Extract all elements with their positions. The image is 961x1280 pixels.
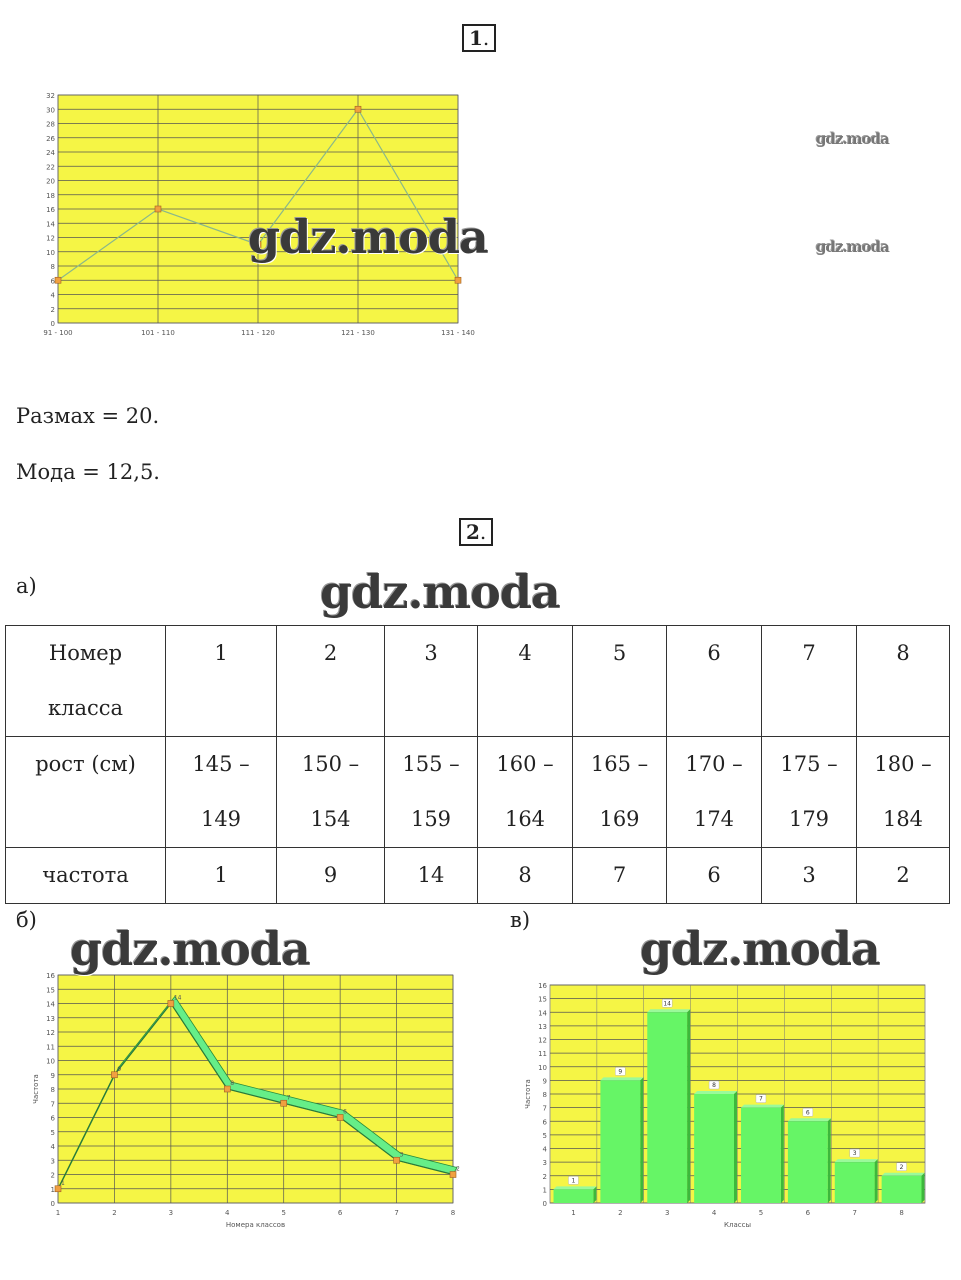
y-tick-label: 6 — [50, 277, 55, 286]
y-tick-label: 26 — [46, 134, 55, 143]
y-tick-label: 8 — [50, 263, 55, 271]
data-label: 7 — [286, 1094, 291, 1102]
y-axis-label: Частота — [32, 1074, 40, 1104]
table-row-height — [6, 737, 950, 848]
y-tick-label: 2 — [50, 1171, 55, 1180]
x-tick-label: 101 - 110 — [141, 329, 175, 337]
task-1-number: 1. — [462, 24, 496, 52]
watermark-table: gdz.moda — [320, 565, 560, 619]
y-tick-label: 5 — [542, 1131, 547, 1140]
chart-2-polygon — [28, 965, 468, 1235]
table-cell: 2 — [277, 626, 385, 737]
x-tick-label: 4 — [225, 1209, 230, 1217]
y-tick-label: 14 — [46, 220, 55, 229]
data-label-group — [615, 1067, 625, 1075]
data-label: 8 — [230, 1080, 235, 1087]
x-tick-label: 121 - 130 — [341, 329, 375, 337]
y-tick-label: 28 — [46, 120, 55, 129]
y-tick-label: 11 — [46, 1043, 55, 1052]
y-tick-label: 15 — [46, 986, 55, 995]
y-tick-label: 8 — [50, 1086, 55, 1094]
bar-top — [600, 1077, 643, 1080]
x-tick-label: 111 - 120 — [241, 329, 275, 337]
data-label: 1 — [571, 1177, 576, 1185]
data-point — [155, 206, 161, 212]
y-tick-label: 24 — [46, 149, 55, 157]
data-label-group — [850, 1149, 860, 1157]
bar-side — [875, 1159, 878, 1203]
table-cell: 3 — [385, 626, 478, 737]
y-tick-label: 16 — [538, 982, 547, 990]
x-tick-label: 5 — [281, 1209, 286, 1217]
task-2-number-text: 2 — [466, 520, 480, 544]
range-text: Размах = 20. — [16, 404, 160, 428]
y-tick-label: 3 — [50, 1157, 55, 1166]
y-tick-label: 7 — [542, 1104, 547, 1113]
data-label: 3 — [399, 1151, 404, 1159]
y-tick-label: 18 — [46, 191, 55, 200]
table-cell: 180 – 184 — [857, 737, 950, 848]
y-tick-label: 32 — [46, 92, 55, 100]
y-tick-label: 12 — [538, 1036, 547, 1045]
bar-side — [921, 1173, 924, 1203]
table-cell: 8 — [857, 626, 950, 737]
data-label: 6 — [343, 1108, 347, 1116]
x-tick-label: 1 — [571, 1209, 576, 1217]
mode-text: Мода = 12,5. — [16, 460, 160, 484]
data-point — [455, 277, 461, 283]
x-tick-label: 8 — [899, 1209, 904, 1217]
y-axis-label: Частота — [524, 1079, 532, 1109]
data-label-group — [709, 1081, 719, 1089]
x-tick-label: 6 — [337, 1209, 343, 1217]
table-cell: 7 — [573, 848, 667, 904]
table-cell: 1 — [166, 626, 277, 737]
bar-side — [687, 1009, 690, 1203]
task-1-number-text: 1 — [469, 26, 483, 50]
y-tick-label: 16 — [46, 206, 55, 214]
table-cell: 155 – 159 — [385, 737, 478, 848]
y-tick-label: 10 — [46, 1057, 55, 1066]
table-cell: 160 – 164 — [478, 737, 573, 848]
bar — [741, 1108, 781, 1203]
table-cell: 6 — [667, 626, 762, 737]
table-row-class — [6, 626, 950, 737]
data-label-group — [568, 1176, 578, 1184]
label-b: б) — [16, 908, 37, 932]
x-tick-label: 2 — [618, 1209, 623, 1217]
table-cell: 3 — [762, 848, 857, 904]
y-tick-label: 15 — [538, 995, 547, 1004]
bar-top — [882, 1173, 925, 1176]
y-tick-label: 13 — [46, 1014, 55, 1023]
table-row-frequency — [6, 848, 950, 904]
table-cell: 8 — [478, 848, 573, 904]
y-tick-label: 12 — [46, 1029, 55, 1037]
y-tick-label: 12 — [46, 234, 55, 243]
data-label: 9 — [117, 1065, 122, 1073]
bar-top — [694, 1091, 737, 1094]
data-point — [355, 106, 361, 112]
x-tick-label: 6 — [805, 1209, 811, 1217]
table-cell: 145 – 149 — [166, 737, 277, 848]
y-tick-label: 13 — [538, 1022, 547, 1031]
watermark-chart-3: gdz.moda — [640, 922, 880, 976]
table-cell: 1 — [166, 848, 277, 904]
y-tick-label: 16 — [46, 972, 55, 980]
chart-3-histogram — [518, 975, 938, 1235]
bar — [554, 1189, 594, 1203]
bar-side — [734, 1091, 737, 1203]
data-label: 9 — [618, 1068, 623, 1076]
data-label-group — [662, 999, 672, 1007]
table-cell: 14 — [385, 848, 478, 904]
y-tick-label: 6 — [50, 1114, 55, 1123]
bar-top — [647, 1009, 690, 1012]
x-tick-label: 8 — [450, 1209, 456, 1217]
y-tick-label: 0 — [50, 320, 55, 328]
data-label-group — [756, 1095, 766, 1103]
x-tick-label: 91 - 100 — [43, 329, 73, 337]
table-cell: 150 – 154 — [277, 737, 385, 848]
x-tick-label: 3 — [168, 1209, 174, 1217]
y-tick-label: 6 — [542, 1118, 547, 1127]
bar-top — [741, 1105, 784, 1108]
x-tick-label: 131 - 140 — [441, 329, 475, 337]
label-v: в) — [510, 908, 531, 932]
data-label: 6 — [805, 1109, 810, 1117]
y-tick-label: 2 — [50, 305, 55, 314]
x-tick-label: 7 — [394, 1209, 399, 1217]
table-cell: 9 — [277, 848, 385, 904]
y-tick-label: 0 — [542, 1200, 547, 1208]
x-tick-label: 7 — [852, 1209, 857, 1217]
y-tick-label: 11 — [538, 1050, 547, 1059]
y-tick-label: 0 — [50, 1200, 55, 1208]
y-tick-label: 5 — [50, 1128, 55, 1137]
data-label: 14 — [663, 1000, 672, 1008]
y-tick-label: 4 — [542, 1145, 547, 1154]
data-label: 2 — [899, 1163, 904, 1171]
table-cell: 7 — [762, 626, 857, 737]
data-label: 3 — [852, 1150, 857, 1158]
table-header-frequency: частота — [6, 848, 166, 904]
table-cell: 5 — [573, 626, 667, 737]
bar-top — [788, 1118, 831, 1121]
table-cell: 2 — [857, 848, 950, 904]
x-tick-label: 2 — [112, 1209, 117, 1217]
bar-top — [835, 1159, 878, 1162]
y-tick-label: 3 — [542, 1159, 547, 1168]
data-label: 2 — [456, 1165, 460, 1173]
bar — [694, 1094, 734, 1203]
y-tick-label: 30 — [46, 106, 55, 115]
y-tick-label: 4 — [50, 291, 55, 300]
data-label-group — [803, 1108, 813, 1116]
x-tick-label: 3 — [664, 1209, 670, 1217]
bar — [835, 1162, 875, 1203]
task-2-number: 2. — [459, 518, 493, 546]
y-tick-label: 7 — [50, 1100, 55, 1109]
y-tick-label: 9 — [542, 1077, 547, 1086]
y-tick-label: 1 — [50, 1185, 55, 1194]
y-tick-label: 2 — [542, 1172, 547, 1181]
bar-side — [828, 1118, 831, 1203]
bar — [788, 1121, 828, 1203]
data-label: 8 — [712, 1082, 716, 1089]
y-tick-label: 9 — [50, 1071, 55, 1080]
bar-side — [640, 1077, 643, 1203]
y-tick-label: 14 — [538, 1009, 547, 1018]
data-label: 14 — [173, 994, 182, 1002]
bar — [647, 1012, 687, 1203]
watermark-small-1: gdz.moda — [816, 130, 889, 148]
x-tick-label: 5 — [758, 1209, 764, 1217]
bar-top — [554, 1186, 597, 1189]
table-cell: 165 – 169 — [573, 737, 667, 848]
data-point — [55, 277, 61, 283]
y-tick-label: 8 — [542, 1091, 547, 1099]
watermark-small-2: gdz.moda — [816, 238, 889, 256]
table-cell: 170 – 174 — [667, 737, 762, 848]
table-header-class: Номер класса — [6, 626, 166, 737]
table-cell: 4 — [478, 626, 573, 737]
y-tick-label: 10 — [538, 1063, 547, 1072]
y-tick-label: 20 — [46, 177, 55, 186]
table-cell: 6 — [667, 848, 762, 904]
table-cell: 175 – 179 — [762, 737, 857, 848]
data-label: 7 — [759, 1095, 763, 1103]
x-axis-label: Номера классов — [225, 1221, 286, 1229]
y-tick-label: 22 — [46, 163, 55, 172]
y-tick-label: 1 — [542, 1186, 547, 1195]
y-tick-label: 10 — [46, 248, 55, 257]
x-axis-label: Классы — [724, 1221, 751, 1229]
y-tick-label: 14 — [46, 1000, 55, 1009]
data-label: 1 — [61, 1179, 65, 1187]
label-a: а) — [16, 574, 37, 598]
frequency-table — [5, 625, 950, 904]
x-tick-label: 4 — [711, 1209, 717, 1217]
x-tick-label: 1 — [55, 1209, 61, 1217]
data-label-group — [897, 1163, 907, 1171]
y-tick-label: 4 — [50, 1143, 55, 1151]
watermark-chart-2: gdz.moda — [70, 922, 310, 976]
bar — [600, 1080, 640, 1203]
watermark-chart-1: gdz.moda — [248, 210, 488, 264]
bar-side — [781, 1105, 784, 1203]
table-header-height: рост (см) — [6, 737, 166, 848]
bar — [882, 1176, 922, 1203]
